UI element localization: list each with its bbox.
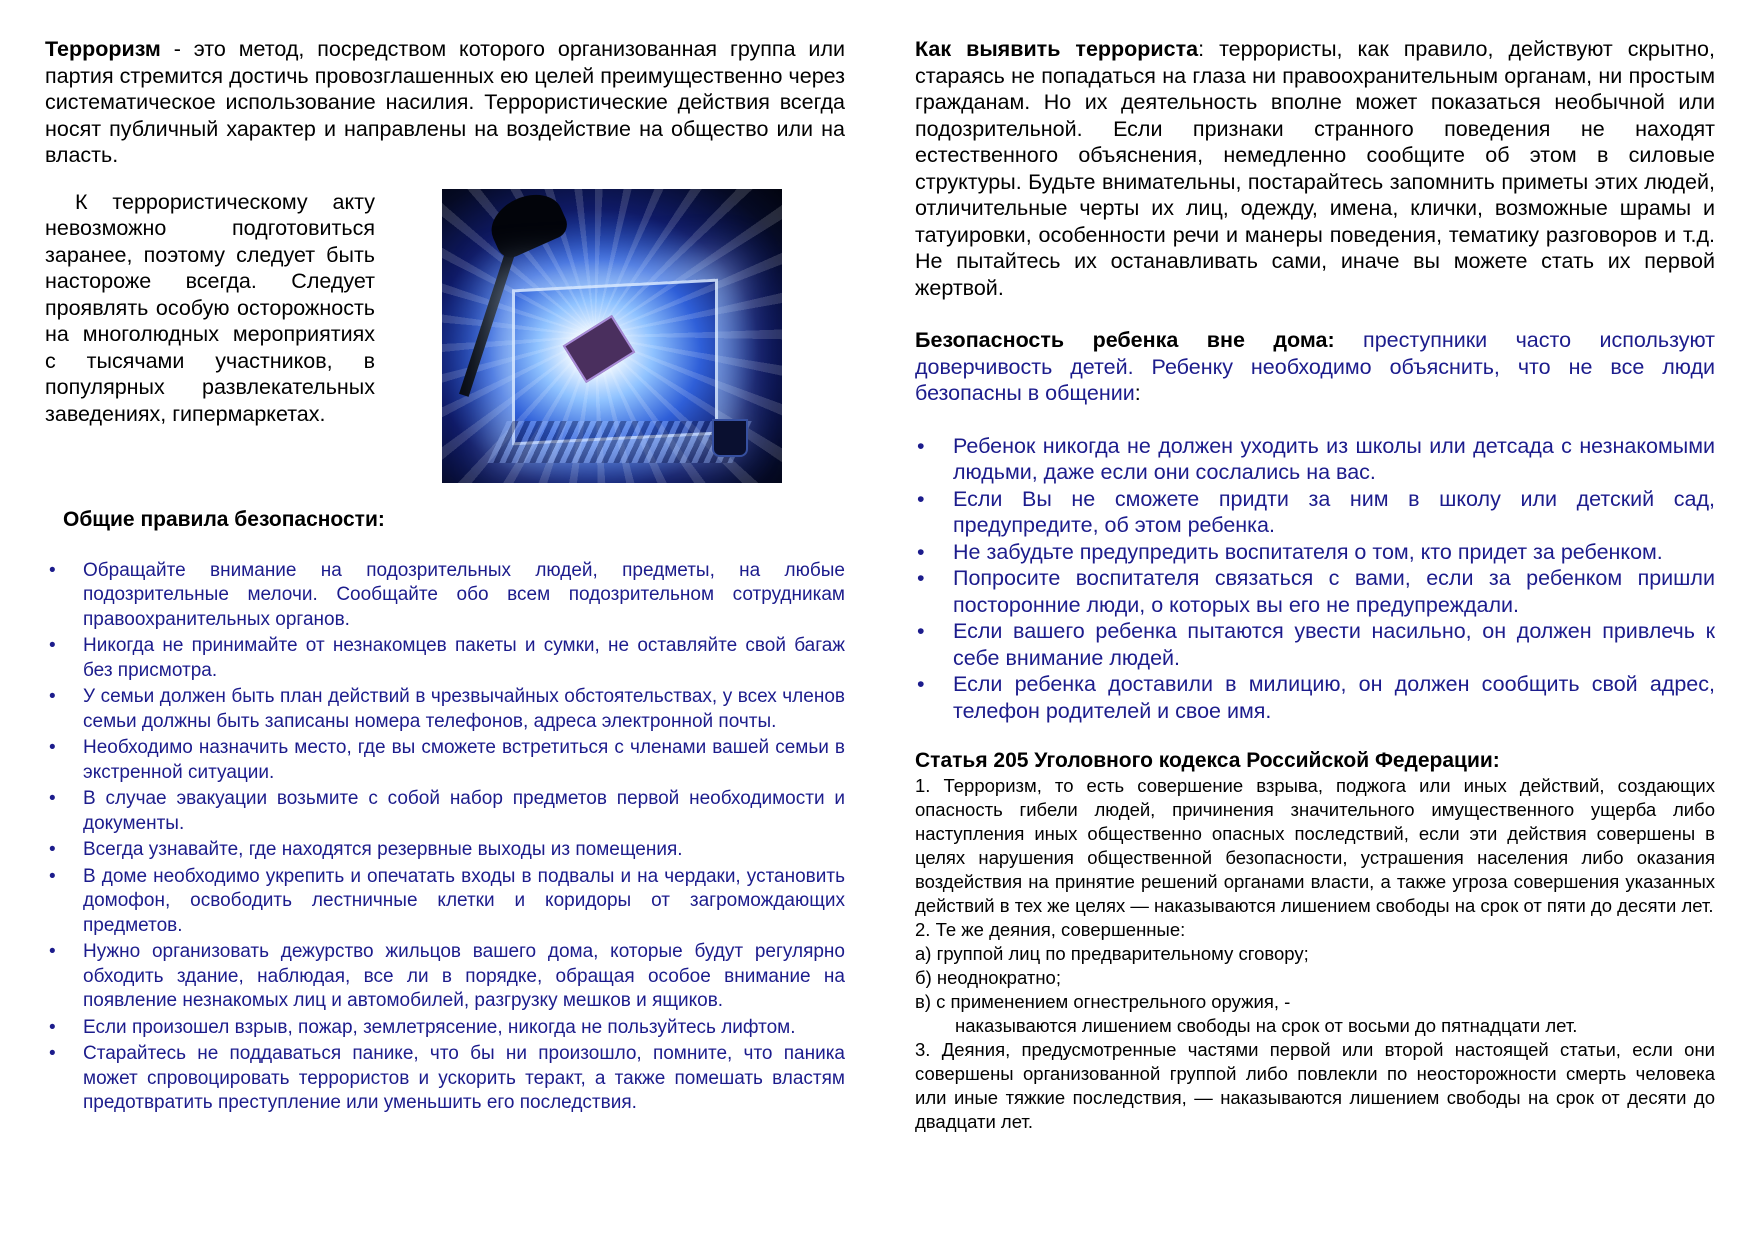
law-paragraph-3: 3. Деяния, предусмотренные частями первой или второй настоящей статьи, если они совершены организованной группой либо повлекли по неосторожности смерть человека или иные тяжкие последствия, — наказываются лишением свободы на срок от десяти до двадцати лет. xyxy=(915,1039,1715,1132)
detect-text: : террористы, как правило, действуют скрытно, стараясь не попадаться на глаза ни правоохранительным органам, ни простым гражданам. Но их деятельность вполне может показаться необычной или подозрительной. Если признаки странного поведения не находят естественного объяснения, немедленно сообщите об этом в силовые структуры. Будьте внимательны, постарайтесь запомнить приметы этих людей, отличительные черты их лиц, одежду, имена, клички, возможные шрамы и татуировки, особенности речи и манеры поведения, тематику разговоров и т.д. Не пытайтесь их останавливать сами, иначе вы можете стать их первой жертвой. xyxy=(915,37,1715,300)
list-item: • Если ребенка доставили в милицию, он должен сообщить свой адрес, телефон родителей и свое имя. xyxy=(915,671,1715,724)
list-item: • Нужно организовать дежурство жильцов вашего дома, которые будут регулярно обходить здание, наблюдая, все ли в порядке, обращая особое внимание на появление незнакомых лиц и автомобилей, разгрузку мешков и ящиков. xyxy=(45,940,845,1014)
law-heading: Статья 205 Уголовного кодекса Российской Федерации: xyxy=(915,749,1500,772)
child-paragraph xyxy=(915,327,1715,407)
wrap-paragraph: К террористическому акту невозможно подготовиться заранее, поэтому следует быть настороже всегда. Следует проявлять особую осторожность на многолюдных мероприятиях с тысячами участников, в популярных развлекательных заведениях, гипермаркетах. xyxy=(45,189,375,426)
list-item: • Ребенок никогда не должен уходить из школы или детсада с незнакомыми людьми, даже если они сослались на вас. xyxy=(915,433,1715,486)
detect-heading: Как выявить террориста xyxy=(915,37,1199,61)
list-item: • Никогда не принимайте от незнакомцев пакеты и сумки, не оставляйте свой багаж без присмотра. xyxy=(45,634,845,683)
law-paragraph-1: 1. Терроризм, то есть совершение взрыва, поджога или иных действий, создающих опасность гибели людей, причинения значительного имущественного ущерба либо наступления иных общественно опасных последствий, если эти действия совершены в целях нарушения общественной безопасности, устрашения населения либо оказания воздействия на принятие решений органами власти, а также угроза совершения указанных действий в тех же целях — наказываются лишением свободы на срок от пяти до десяти лет. xyxy=(915,775,1715,916)
child-colon: : xyxy=(1134,381,1141,405)
list-item: • Необходимо назначить место, где вы сможете встретиться с членами вашей семьи в экстренной ситуации. xyxy=(45,736,845,785)
list-item: • У семьи должен быть план действий в чрезвычайных обстоятельствах, у всех членов семьи должны быть записаны номера телефонов, адреса электронной почты. xyxy=(45,685,845,734)
right-column xyxy=(915,36,1715,1134)
rules-heading: Общие правила безопасности: xyxy=(63,507,385,531)
law-item-a: а) группой лиц по предварительному сговору; xyxy=(915,943,1309,964)
law-text xyxy=(915,774,1715,1134)
rules-list xyxy=(45,559,845,1116)
intro-term: Терроризм xyxy=(45,37,161,61)
list-item: • Если Вы не сможете придти за ним в школу или детский сад, предупредите, об этом ребенка. xyxy=(915,486,1715,539)
list-item: • Обращайте внимание на подозрительных людей, предметы, на любые подозрительные мелочи. Сообщайте обо всем подозрительном сотрудникам правоохранительных органов. xyxy=(45,559,845,633)
list-item: • Попросите воспитателя связаться с вами, если за ребенком пришли посторонние люди, о которых вы его не предупреждали. xyxy=(915,565,1715,618)
law-paragraph-2: 2. Те же деяния, совершенные: xyxy=(915,919,1186,940)
detect-paragraph xyxy=(915,36,1715,301)
list-item: • Не забудьте предупредить воспитателя о том, кто придет за ребенком. xyxy=(915,539,1715,566)
law-item-c: в) с применением огнестрельного оружия, - xyxy=(915,991,1291,1012)
child-rules-list xyxy=(915,433,1715,725)
child-text: преступники часто используют доверчивость детей. Ребенку необходимо объяснить, что не все люди безопасны в общении xyxy=(915,328,1715,405)
child-heading: Безопасность ребенка вне дома: xyxy=(915,328,1335,352)
intro-wrap xyxy=(45,189,845,483)
list-item: • Если вашего ребенка пытаются увести насильно, он должен привлечь к себе внимание людей. xyxy=(915,618,1715,671)
list-item: • В доме необходимо укрепить и опечатать входы в подвалы и на чердаки, установить домофон, освободить лестничные клетки и коридоры от загромождающих предметов. xyxy=(45,865,845,939)
list-item: • Всегда узнавайте, где находятся резервные выходы из помещения. xyxy=(45,838,845,863)
mug-shape xyxy=(712,419,748,457)
intro-text: - это метод, посредством которого организованная группа или партия стремится достичь провозглашенных ею целей преимущественно через систематическое использование насилия. Террористические действия всегда носят публичный характер и направлены на воздействие на общество или на власть. xyxy=(45,37,845,167)
list-item: • Старайтесь не поддаваться панике, что бы ни произошло, помните, что паника может спровоцировать террористов и ускорить теракт, а также помешать властям предотвратить преступление или уменьшить его последствия. xyxy=(45,1042,845,1116)
computer-explosion-photo xyxy=(442,189,782,483)
intro-paragraph xyxy=(45,36,845,169)
left-column xyxy=(45,36,845,1118)
list-item: • В случае эвакуации возьмите с собой набор предметов первой необходимости и документы. xyxy=(45,787,845,836)
list-item: • Если произошел взрыв, пожар, землетрясение, никогда не пользуйтесь лифтом. xyxy=(45,1016,845,1041)
law-item-b: б) неоднократно; xyxy=(915,967,1061,988)
law-penalty-2: наказываются лишением свободы на срок от восьми до пятнадцати лет. xyxy=(955,1015,1578,1036)
